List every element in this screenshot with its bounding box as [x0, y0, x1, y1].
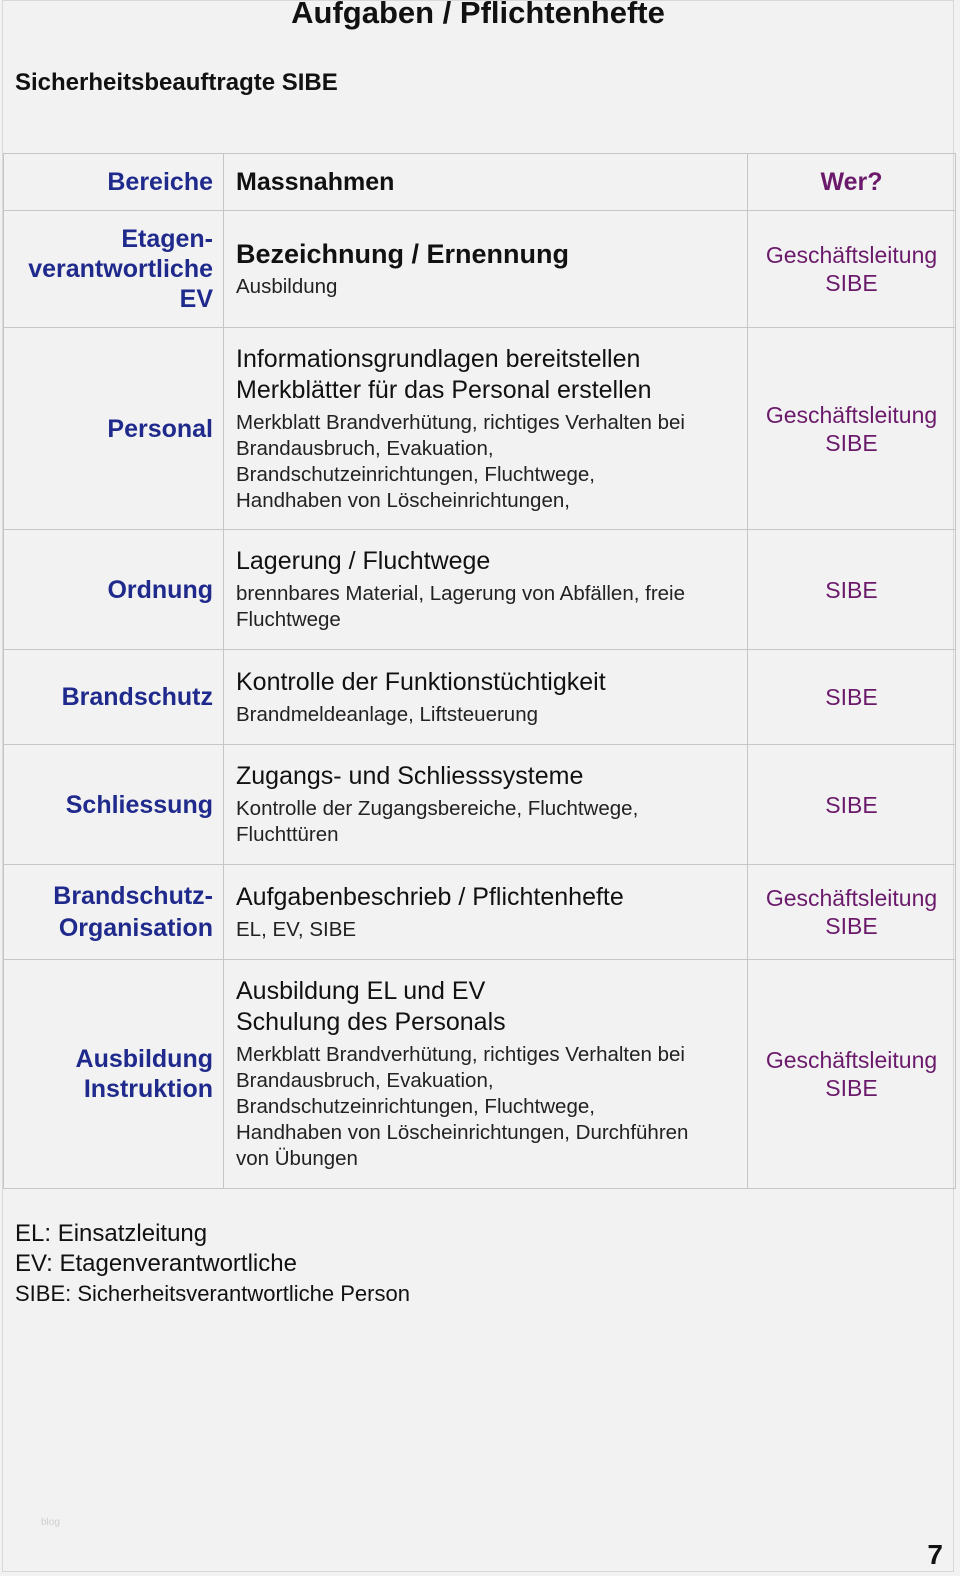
row-measures — [224, 211, 748, 328]
row-measures — [224, 745, 748, 865]
measure-detail: brennbares Material, Lagerung von Abfällen, freie Fluchtwege — [236, 582, 686, 631]
table-row — [4, 650, 956, 745]
page-title: Aufgaben / Pflichtenhefte — [291, 0, 665, 30]
row-responsible: Geschäftsleitung SIBE — [748, 211, 956, 328]
row-responsible: Geschäftsleitung SIBE — [748, 865, 956, 960]
watermark: blog — [41, 1517, 60, 1528]
abbreviation-legend — [15, 1219, 410, 1309]
measure-heading: Bezeichnung / Ernennung — [236, 238, 570, 269]
measure-detail: Merkblatt Brandverhütung, richtiges Verhalten bei Brandausbruch, Evakuation, Brandschutzeinrichtungen, Fluchtwege, Handhaben von Löscheinrichtungen, Durchführen von Übungen — [236, 1043, 689, 1170]
measure-detail: Brandmeldeanlage, Liftsteuerung — [236, 702, 539, 726]
row-area: Ordnung — [4, 530, 224, 650]
measure-detail: Ausbildung — [236, 274, 338, 298]
measure-heading: Informationsgrundlagen bereitstellen Merkblätter für das Personal erstellen — [236, 344, 652, 404]
legend-item: SIBE: Sicherheitsverantwortliche Person — [15, 1281, 410, 1306]
measure-heading: Aufgabenbeschrieb / Pflichtenhefte — [236, 882, 624, 911]
header-measures: Massnahmen — [224, 154, 748, 211]
document-page — [2, 0, 954, 1572]
row-area: Brandschutz — [4, 650, 224, 745]
measure-heading: Ausbildung EL und EV Schulung des Personals — [236, 977, 506, 1036]
table-row — [4, 865, 956, 960]
row-measures — [224, 960, 748, 1189]
legend-item: EL: Einsatzleitung — [15, 1220, 208, 1247]
row-measures — [224, 865, 748, 960]
row-area: Brandschutz- Organisation — [4, 865, 224, 960]
row-responsible: Geschäftsleitung SIBE — [748, 328, 956, 530]
table-row — [4, 211, 956, 328]
row-responsible: SIBE — [748, 650, 956, 745]
row-measures — [224, 530, 748, 650]
table-row — [4, 960, 956, 1189]
legend-item: EV: Etagenverantwortliche — [15, 1250, 297, 1277]
table-header-row — [4, 154, 956, 211]
page-subtitle: Sicherheitsbeauftragte SIBE — [15, 69, 338, 96]
table-row — [4, 530, 956, 650]
header-who: Wer? — [748, 154, 956, 211]
row-responsible: Geschäftsleitung SIBE — [748, 960, 956, 1189]
measure-heading: Kontrolle der Funktionstüchtigkeit — [236, 667, 606, 696]
header-area: Bereiche — [4, 154, 224, 211]
page-number: 7 — [927, 1539, 943, 1570]
duties-table — [3, 153, 956, 1189]
row-area: Etagen- verantwortliche EV — [4, 211, 224, 328]
row-area: Personal — [4, 328, 224, 530]
row-responsible: SIBE — [748, 530, 956, 650]
measure-detail: Merkblatt Brandverhütung, richtiges Verhalten bei Brandausbruch, Evakuation, Brandschutzeinrichtungen, Fluchtwege, Handhaben von Löscheinrichtungen, — [236, 410, 685, 512]
row-area: Ausbildung Instruktion — [4, 960, 224, 1189]
row-measures — [224, 328, 748, 530]
row-area: Schliessung — [4, 745, 224, 865]
measure-detail: Kontrolle der Zugangsbereiche, Fluchtwege, Fluchttüren — [236, 797, 639, 846]
row-measures — [224, 650, 748, 745]
measure-heading: Lagerung / Fluchtwege — [236, 547, 491, 575]
measure-detail: EL, EV, SIBE — [236, 917, 357, 941]
table-row — [4, 328, 956, 530]
measure-heading: Zugangs- und Schliesssysteme — [236, 762, 584, 790]
row-responsible: SIBE — [748, 745, 956, 865]
table-row — [4, 745, 956, 865]
